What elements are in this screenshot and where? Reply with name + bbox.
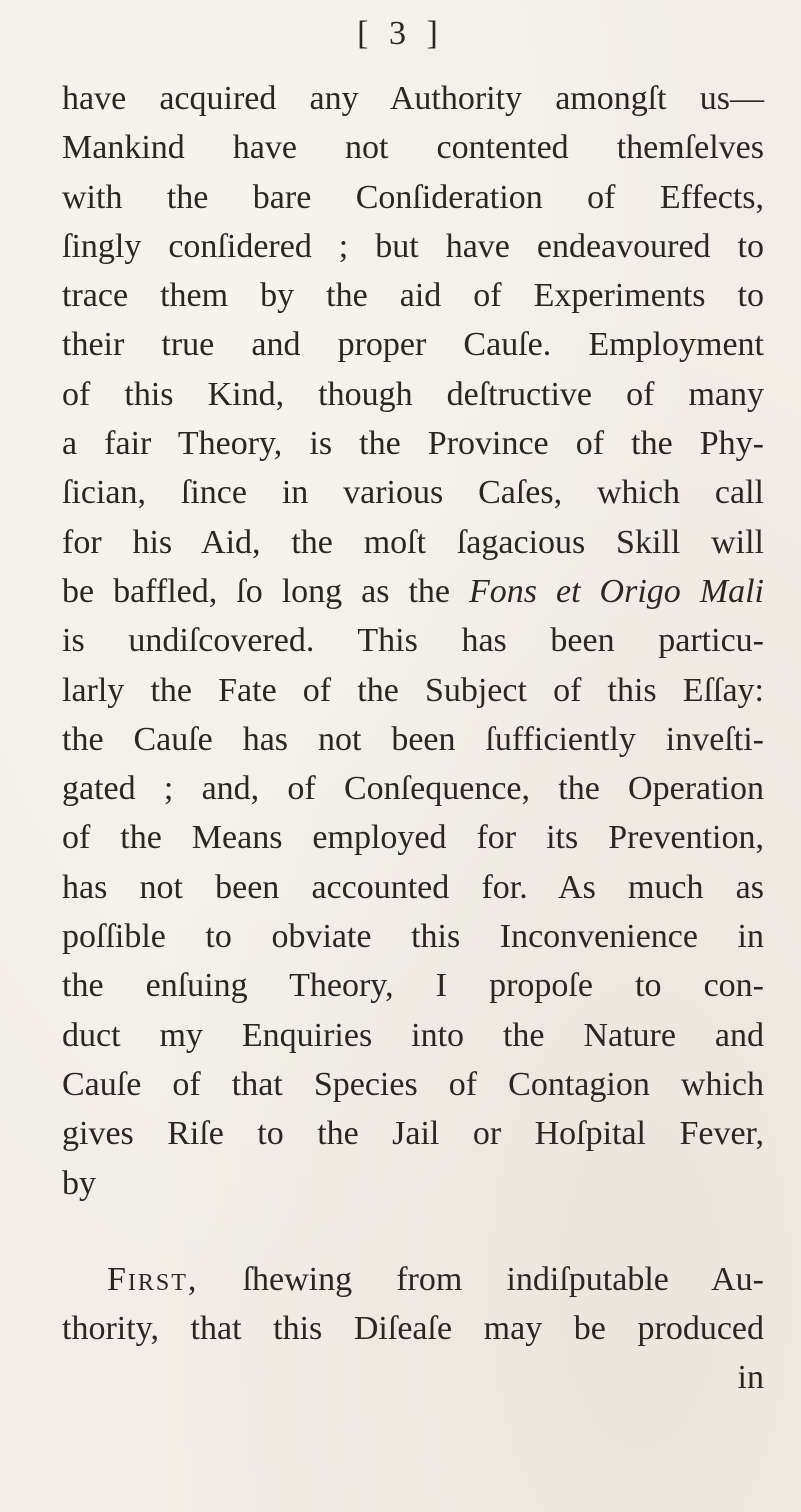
text-line: thority, that this Diſeaſe may be produced [62,1310,764,1348]
text-line: by [62,1164,96,1202]
first-word: First, [107,1260,199,1298]
text-line: the Cauſe has not been ſufficiently inveſti- [62,720,764,758]
text-line: have acquired any Authority amongſt us— [62,80,764,117]
latin-phrase: Fons et Origo Mali [469,572,764,610]
text-line: for his Aid, the moſt ſagacious Skill will [62,523,764,561]
text-line: gated ; and, of Conſequence, the Operation [62,770,764,808]
text-line: trace them by the aid of Experiments to [62,277,764,315]
paragraph-gap [62,1208,764,1255]
text-line-with-latin [62,567,764,616]
text-line: has not been accounted for. As much as [62,868,764,906]
text-line: a fair Theory, is the Province of the Phy- [62,425,764,463]
text-line: duct my Enquiries into the Nature and [62,1016,764,1054]
catchword: in [737,1359,764,1397]
text-line: larly the Fate of the Subject of this Eſſay: [62,671,764,709]
text-line: is undiſcovered. This has been particu- [62,622,764,660]
text-line-segment: be baffled, ſo long as the [62,572,451,610]
text-line: Mankind have not contented themſelves [62,129,764,167]
text-line: poſſible to obviate this Inconvenience in [62,918,764,956]
text-line: gives Riſe to the Jail or Hoſpital Fever, [62,1115,764,1153]
page-number: [ 3 ] [357,15,444,52]
text-line: ſingly conſidered ; but have endeavoured to [62,227,764,265]
text-line-first [62,1255,764,1304]
text-line-segment: ſhewing from indiſputable Au- [242,1260,765,1298]
text-line: of this Kind, though deſtructive of many [62,375,764,413]
text-line: Cauſe of that Species of Contagion which [62,1065,764,1103]
text-line: ſician, ſince in various Caſes, which call [62,474,764,512]
text-line: with the bare Conſideration of Effects, [62,178,764,216]
text-line: their true and proper Cauſe. Employment [62,326,764,364]
text-line: the enſuing Theory, I propoſe to con- [62,967,764,1005]
body-text [62,74,764,1403]
text-line: of the Means employed for its Prevention, [62,819,764,857]
